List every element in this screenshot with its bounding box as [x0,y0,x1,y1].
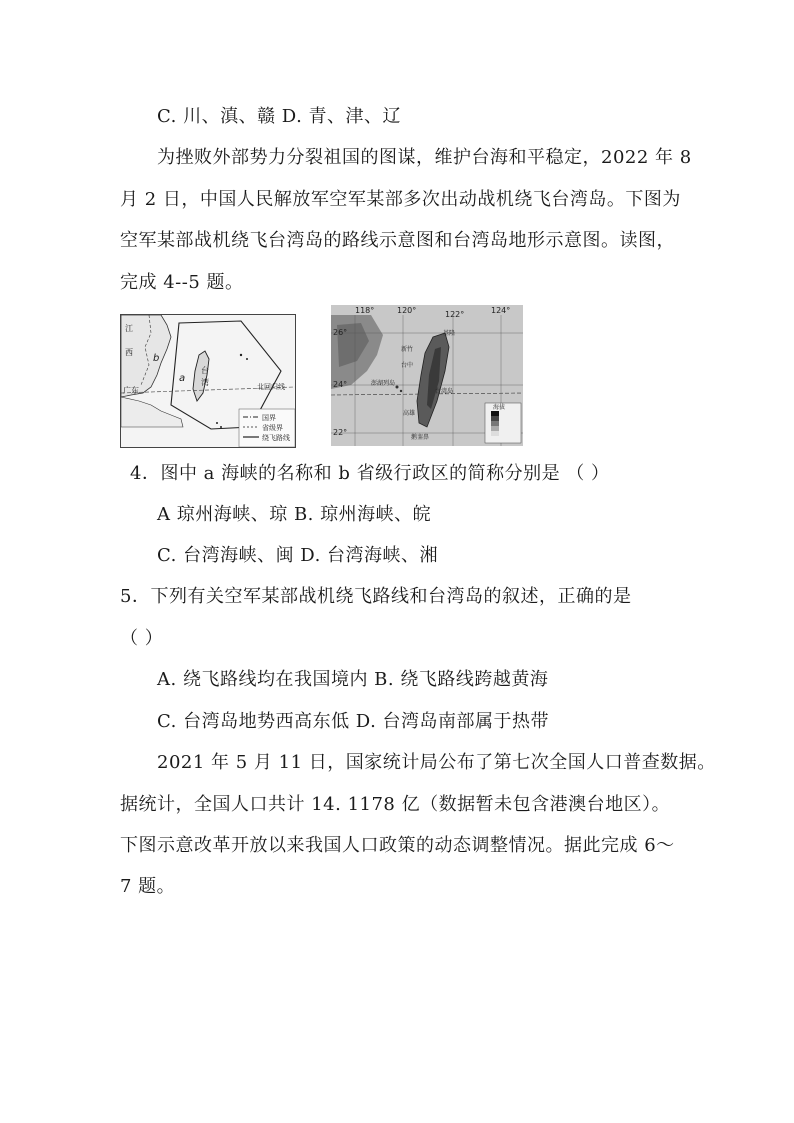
passage1-line3: 空军某部战机绕飞台湾岛的路线示意图和台湾岛地形示意图。读图， [120,230,675,251]
map1-label-jiang: 江 [125,324,133,333]
map2-label-eluanbi: 鹅銮鼻 [411,434,430,441]
map2-legend-title: 海拔 [493,404,506,411]
map1-legend-shengji: 省级界 [262,424,283,432]
question3-options-cd: C. 川、滇、赣 D. 青、津、辽 [157,106,402,127]
passage2-line4: 7 题。 [120,876,176,897]
question5-paren: （ ） [120,628,164,649]
map2-lat26: 26° [333,328,348,337]
flight-route-map [120,314,296,448]
map1-label-tropic: 北回归线 [257,383,285,391]
map1-label-b: b [153,353,160,364]
passage1-line2: 月 2 日，中国人民解放军空军某部多次出动战机绕飞台湾岛。下图为 [120,189,681,210]
passage1-line4: 完成 4--5 题。 [120,272,244,293]
map2-lat24: 24° [333,380,348,389]
map2-label-jilong: 基隆 [443,330,456,337]
map2-lon118: 118° [355,306,375,315]
map2-label-taiwandao: 台湾岛 [435,388,454,395]
map1-label-xi: 西 [125,348,133,357]
map1-legend-guojie: 国界 [262,414,276,422]
map2-lon120: 120° [397,306,417,315]
passage2-line2: 据统计，全国人口共计 14. 1178 亿（数据暂未包含港澳台地区）。 [120,794,671,815]
question4-options-ab: A 琼州海峡、琼 B. 琼州海峡、皖 [157,504,432,525]
question5-options-ab: A. 绕飞路线均在我国境内 B. 绕飞路线跨越黄海 [157,669,549,690]
passage2-line3: 下图示意改革开放以来我国人口政策的动态调整情况。据此完成 6～ [120,835,675,856]
question5-stem: 5．下列有关空军某部战机绕飞路线和台湾岛的叙述，正确的是 [120,586,632,607]
map2-lon124: 124° [491,306,511,315]
map1-label-wan: 湾 [201,378,209,387]
map1-legend-route: 绕飞路线 [262,434,290,442]
question4-options-cd: C. 台湾海峡、闽 D. 台湾海峡、湘 [157,545,439,566]
taiwan-terrain-map [331,305,523,446]
map2-label-gaoxiong: 高雄 [403,410,416,417]
passage2-line1: 2021 年 5 月 11 日，国家统计局公布了第七次全国人口普查数据。 [157,752,716,773]
map1-label-tai: 台 [201,366,209,375]
map2-label-taizhong: 台中 [401,362,414,369]
map2-lat22: 22° [333,428,348,437]
map2-label-xinzhu: 新竹 [401,346,414,353]
map1-label-guangdong: 广东 [123,386,139,395]
question4-stem: 4．图中 a 海峡的名称和 b 省级行政区的简称分别是 （ ） [130,463,610,484]
map2-lon122: 122° [445,310,465,319]
passage1-line1: 为挫败外部势力分裂祖国的图谋，维护台海和平稳定，2022 年 8 [157,147,692,168]
question5-options-cd: C. 台湾岛地势西高东低 D. 台湾岛南部属于热带 [157,711,550,732]
map2-label-penghu: 澎湖列岛 [371,380,396,387]
map1-label-a: a [179,373,186,384]
